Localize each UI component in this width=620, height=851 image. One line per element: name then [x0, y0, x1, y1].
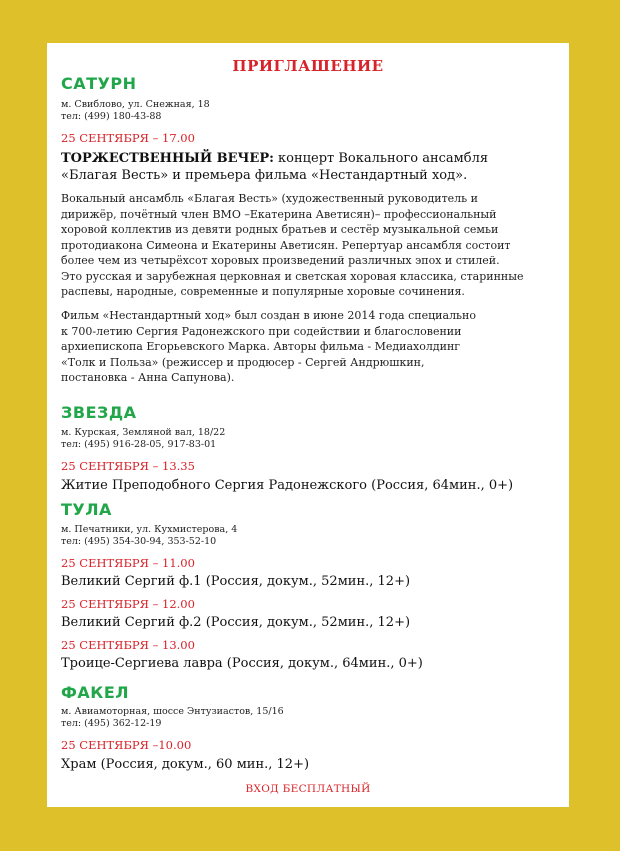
invitation-sheet	[47, 43, 569, 807]
venue-phone: тел: (495) 362-12-19	[61, 718, 162, 729]
session-date: 25 СЕНТЯБРЯ –10.00	[61, 738, 192, 752]
event-title-line1	[61, 150, 488, 167]
paragraph-line: «Толк и Польза» (режиссер и продюсер - Сергей Андрюшкин,	[61, 355, 425, 369]
film-title: Храм (Россия, докум., 60 мин., 12+)	[61, 757, 310, 772]
paragraph-line: Это русская и зарубежная церковная и светская хоровая классика, старинные	[61, 269, 524, 283]
film-title: Великий Сергий ф.1 (Россия, докум., 52мин., 12+)	[61, 574, 411, 589]
paragraph-line: Вокальный ансамбль «Благая Весть» (художественный руководитель и	[61, 192, 478, 205]
event-title-line2: «Благая Весть» и премьера фильма «Нестандартный ход».	[61, 168, 468, 183]
paragraph-line: более чем из четырёхсот хоровых произведений различных эпох и стилей.	[61, 254, 500, 267]
venue-phone: тел: (495) 354-30-94, 353-52-10	[61, 536, 217, 547]
venue-address: м. Курская, Земляной вал, 18/22	[61, 427, 226, 438]
session-date: 25 СЕНТЯБРЯ – 13.35	[61, 459, 195, 473]
paragraph-line: Фильм «Нестандартный ход» был создан в июне 2014 года специально	[61, 309, 476, 322]
venue-address: м. Печатники, ул. Кухмистерова, 4	[61, 524, 238, 535]
venue-address: м. Свиблово, ул. Снежная, 18	[61, 99, 210, 110]
venue-name-zvezda: ЗВЕЗДА	[61, 403, 137, 422]
venue-name-tula: ТУЛА	[61, 500, 112, 519]
paragraph-line: архиепископа Егорьевского Марка. Авторы фильма - Медиахолдинг	[61, 340, 461, 353]
film-title: Великий Сергий ф.2 (Россия, докум., 52мин., 12+)	[61, 615, 411, 630]
film-description	[61, 308, 561, 386]
film-title: Житие Преподобного Сергия Радонежского (Россия, 64мин., 0+)	[61, 478, 514, 493]
invitation-title: ПРИГЛАШЕНИЕ	[232, 57, 384, 75]
event-bold-label: ТОРЖЕСТВЕННЫЙ ВЕЧЕР:	[61, 151, 274, 166]
free-entry-note: ВХОД БЕСПЛАТНЫЙ	[245, 783, 371, 795]
event-line1-rest: концерт Вокального ансамбля	[273, 151, 489, 166]
venue-name-saturn: САТУРН	[61, 74, 137, 93]
paragraph-line: распевы, народные, современные и популярные хоровые сочинения.	[61, 285, 465, 298]
paragraph-line: дирижёр, почётный член ВМО –Екатерина Аветисян)– профессиональный	[61, 207, 497, 221]
venue-name-fakel: ФАКЕЛ	[61, 683, 130, 702]
session-date: 25 СЕНТЯБРЯ – 11.00	[61, 556, 195, 570]
venue-phone: тел: (495) 916-28-05, 917-83-01	[61, 439, 217, 450]
venue-phone: тел: (499) 180-43-88	[61, 111, 162, 122]
paragraph-line: постановка - Анна Сапунова).	[61, 371, 235, 384]
venue-address: м. Авиамоторная, шоссе Энтузиастов, 15/16	[61, 706, 284, 717]
session-date: 25 СЕНТЯБРЯ – 12.00	[61, 597, 195, 611]
ensemble-description	[61, 191, 561, 300]
session-date: 25 СЕНТЯБРЯ – 17.00	[61, 131, 195, 145]
film-title: Троице-Сергиева лавра (Россия, докум., 64мин., 0+)	[61, 656, 423, 671]
paragraph-line: к 700-летию Сергия Радонежского при содействии и благословении	[61, 324, 462, 338]
paragraph-line: протодиакона Симеона и Екатерины Аветисян. Репертуар ансамбля состоит	[61, 238, 511, 252]
session-date: 25 СЕНТЯБРЯ – 13.00	[61, 638, 195, 652]
paragraph-line: хоровой коллектив из девяти родных братьев и сестёр музыкальной семьи	[61, 223, 499, 236]
